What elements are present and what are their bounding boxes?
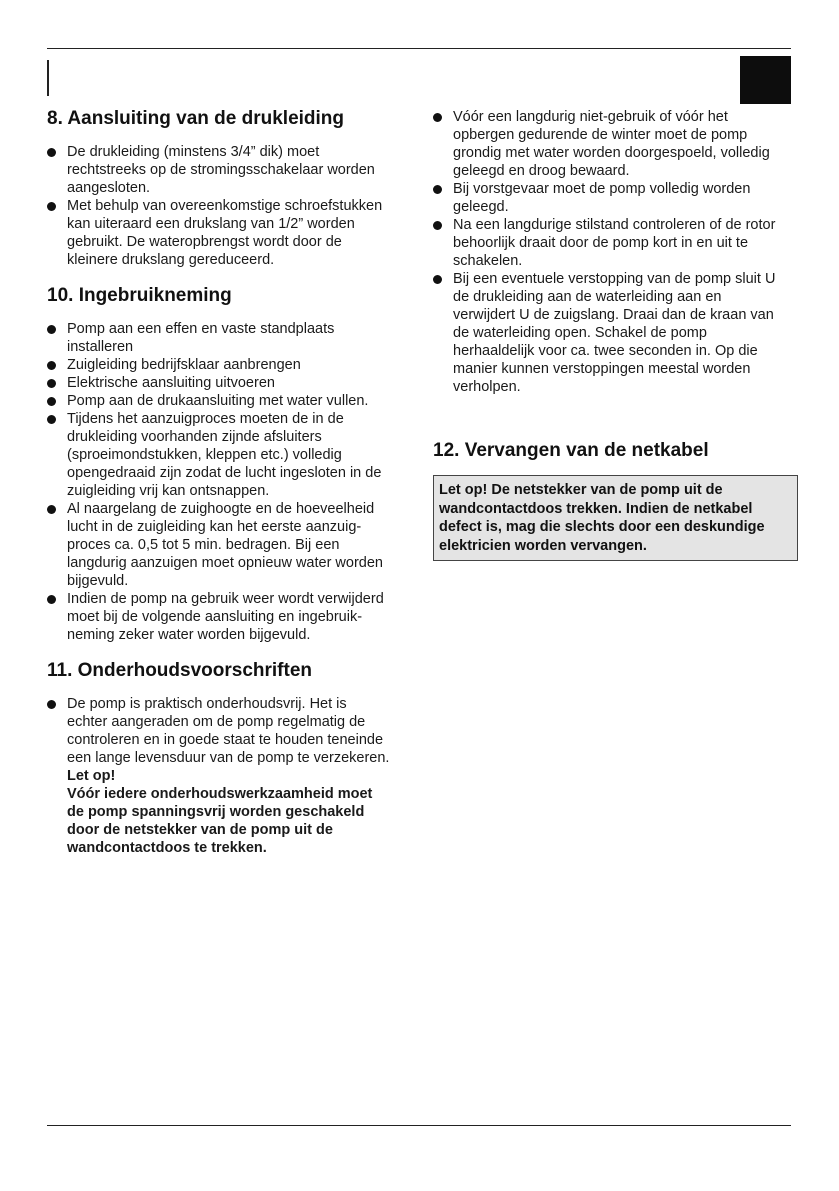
section-10-heading: 10. Ingebruikneming	[47, 285, 232, 306]
bullet-icon	[433, 113, 442, 122]
list-item: Met behulp van overeenkomstige schroefstukken kan uiteraard een drukslang van 1/2” worden gebruikt. De wateropbrengst wordt door de kleinere drukslang gereduceerd.	[47, 197, 412, 269]
bullet-icon	[47, 202, 56, 211]
header-marker-bar	[47, 60, 49, 96]
bullet-icon	[433, 185, 442, 194]
section-8-list	[47, 143, 412, 269]
section-12-heading: 12. Vervangen van de netkabel	[433, 440, 709, 461]
list-item: Zuigleiding bedrijfsklaar aanbrengen	[47, 356, 412, 374]
section-11-list	[47, 695, 412, 857]
right-column	[433, 108, 798, 577]
list-item: Indien de pomp na gebruik weer wordt verwijderd moet bij de volgende aansluiting en ingebruik- neming zeker water worden bijgevuld.	[47, 590, 412, 644]
list-item: De pomp is praktisch onderhoudsvrij. Het is echter aangeraden om de pomp regelmatig de controleren en in goede staat te houden teneinde een lange levensduur van de pomp te verzekeren. Let op! Vóór iedere onderhoudswerkzaamheid moet de pomp spanningsvrij worden geschakeld door de netstekker van de pomp uit de wandcontactdoos te trekken.	[47, 695, 412, 857]
section-12	[433, 440, 798, 561]
warning-title: Let op!	[67, 768, 116, 784]
bullet-icon	[47, 148, 56, 157]
bullet-icon	[47, 415, 56, 424]
section-10	[47, 285, 412, 644]
bullet-icon	[433, 275, 442, 284]
bullet-icon	[47, 325, 56, 334]
section-11-heading: 11. Onderhoudsvoorschriften	[47, 660, 312, 681]
list-item: De drukleiding (minstens 3/4” dik) moet rechtstreeks op de stromingsschakelaar worden aangesloten.	[47, 143, 412, 197]
section-8	[47, 108, 412, 269]
list-item: Elektrische aansluiting uitvoeren	[47, 374, 412, 392]
section-11-continued-list	[433, 108, 798, 396]
list-item: Tijdens het aanzuigproces moeten de in de drukleiding voorhanden zijnde afsluiters (sproeimondstukken, kleppen etc.) volledig opengedraaid zijn zodat de lucht ingesloten in de zuigleiding vrij kan ontsnappen.	[47, 410, 412, 500]
bullet-icon	[433, 221, 442, 230]
bullet-icon	[47, 700, 56, 709]
left-column	[47, 108, 412, 873]
list-item: Pomp aan een effen en vaste standplaats installeren	[47, 320, 412, 356]
list-item: Vóór een langdurig niet-gebruik of vóór het opbergen gedurende de winter moet de pomp grondig met water worden doorgespoeld, volledig geleegd en droog bewaard.	[433, 108, 798, 180]
list-item: Al naargelang de zuighoogte en de hoeveelheid lucht in de zuigleiding kan het eerste aanzuig- proces ca. 0,5 tot 5 min. bedragen. Bij een langdurig aanzuigen moet opnieuw water worden bijgevuld.	[47, 500, 412, 590]
top-rule	[47, 48, 791, 49]
bullet-icon	[47, 595, 56, 604]
netcable-warning-box: Let op! De netstekker van de pomp uit de wandcontactdoos trekken. Indien de netkabel defect is, mag die slechts door een deskundige elektricien worden vervangen.	[433, 475, 798, 561]
section-11	[47, 660, 412, 857]
list-item: Pomp aan de drukaansluiting met water vullen.	[47, 392, 412, 410]
section-11-continued	[433, 108, 798, 396]
bullet-icon	[47, 361, 56, 370]
bullet-icon	[47, 397, 56, 406]
language-tab-marker	[740, 56, 791, 104]
bullet-icon	[47, 505, 56, 514]
section-10-list	[47, 320, 412, 644]
list-item: Na een langdurige stilstand controleren of de rotor behoorlijk draait door de pomp kort in en uit te schakelen.	[433, 216, 798, 270]
section-8-heading: 8. Aansluiting van de drukleiding	[47, 108, 345, 129]
bottom-rule	[47, 1125, 791, 1126]
warning-text: Vóór iedere onderhoudswerkzaamheid moet de pomp spanningsvrij worden geschakeld door de netstekker van de pomp uit de wandcontactdoos te trekken.	[67, 786, 373, 856]
list-item: Bij een eventuele verstopping van de pomp sluit U de drukleiding aan de waterleiding aan en verwijdert U de zuigslang. Draai dan de kraan van de waterleiding open. Schakel de pomp herhaaldelijk voor ca. twee seconden in. Op die manier kunnen verstoppingen meestal worden verholpen.	[433, 270, 798, 396]
bullet-icon	[47, 379, 56, 388]
list-item: Bij vorstgevaar moet de pomp volledig worden geleegd.	[433, 180, 798, 216]
